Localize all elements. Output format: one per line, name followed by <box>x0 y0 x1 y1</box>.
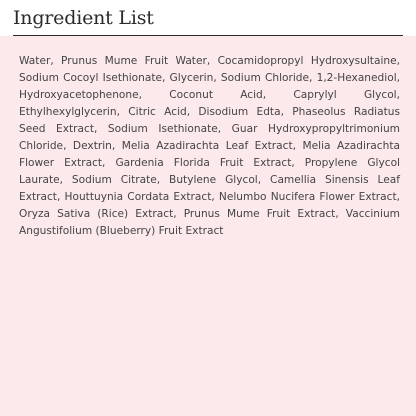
ingredients-panel <box>0 36 416 416</box>
header <box>0 0 416 36</box>
ingredients-text: Water, Prunus Mume Fruit Water, Cocamidopropyl Hydroxysultaine, Sodium Cocoyl Isethionate, Glycerin, Sodium Chloride, 1,2-Hexanediol, Hydroxyacetophenone, Coconut Acid, Caprylyl Glycol, Ethylhexylglycerin, Citric Acid, Disodium Edta, Phaseolus Radiatus Seed Extract, Sodium Isethionate, Guar Hydroxypropyltrimonium Chloride, Dextrin, Melia Azadirachta Leaf Extract, Melia Azadirachta Flower Extract, Gardenia Florida Fruit Extract, Propylene Glycol Laurate, Sodium Citrate, Butylene Glycol, Camellia Sinensis Leaf Extract, Houttuynia Cordata Extract, Nelumbo Nucifera Flower Extract, Oryza Sativa (Rice) Extract, Prunus Mume Fruit Extract, Vaccinium Angustifolium (Blueberry) Fruit Extract <box>19 55 400 237</box>
page-title: Ingredient List <box>13 7 154 29</box>
